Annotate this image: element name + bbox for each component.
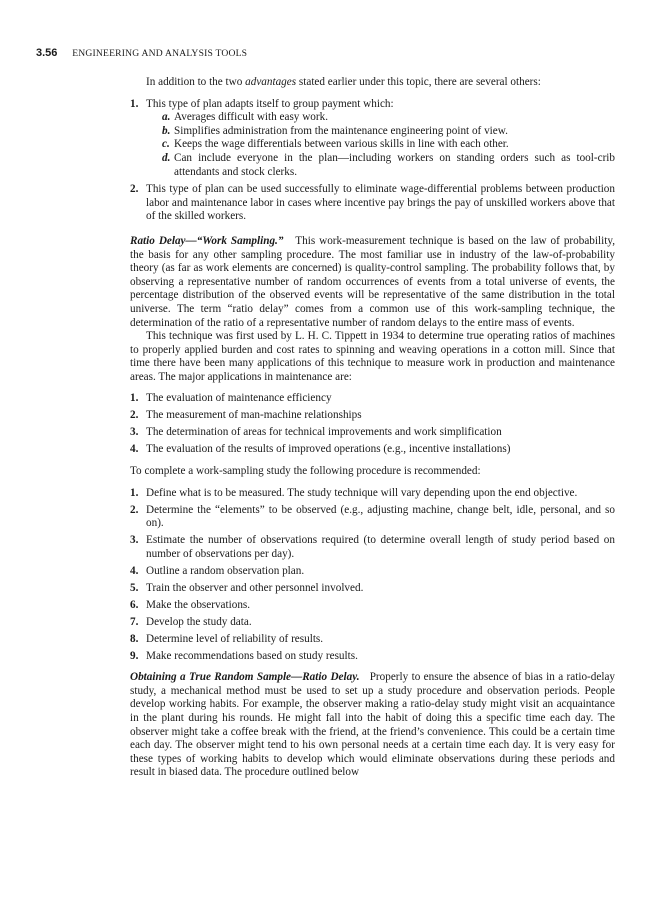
item-number: 5. <box>130 581 139 594</box>
item-number: 1. <box>130 97 139 110</box>
item-text: The determination of areas for technical improvements and work simplification <box>146 426 502 439</box>
item-text: Train the observer and other personnel involved. <box>146 581 364 594</box>
item-number: 1. <box>130 392 139 405</box>
list-item <box>130 534 615 561</box>
item-number: 3. <box>130 534 139 547</box>
intro-text-start: In addition to the two <box>146 76 246 88</box>
item-text: Determine the “elements” to be observed (e.g., adjusting machine, change belt, idle, personal, and so on). <box>146 503 615 530</box>
sub-list <box>146 111 615 179</box>
procedure-list <box>130 487 615 664</box>
random-sample-paragraph <box>130 671 615 780</box>
list-item <box>130 599 615 613</box>
item-text: This type of plan can be used successfully to eliminate wage-differential problems between production labor and maintenance labor in cases where incentive pay brings the pay of unskilled workers above that of the skilled workers. <box>146 183 615 223</box>
sub-list-item <box>146 138 615 152</box>
sub-item-text: Simplifies administration from the maintenance engineering point of view. <box>174 124 508 137</box>
item-text: The measurement of man-machine relationships <box>146 409 362 422</box>
list-item <box>130 504 615 531</box>
sub-item-text: Averages difficult with easy work. <box>174 111 328 124</box>
list-item <box>130 616 615 630</box>
sub-item-letter: c. <box>162 138 170 151</box>
item-text: Estimate the number of observations required (to determine overall length of study period based on number of observations per day). <box>146 534 615 560</box>
procedure-intro: To complete a work-sampling study the following procedure is recommended: <box>130 465 481 478</box>
item-text: Define what is to be measured. The study technique will vary depending upon the end objective. <box>146 486 578 499</box>
page-number: 3.56 <box>36 47 58 59</box>
list-item <box>130 183 615 224</box>
list-item <box>130 582 615 596</box>
sub-item-letter: b. <box>162 124 171 137</box>
page-body <box>130 76 615 780</box>
item-number: 8. <box>130 632 139 645</box>
item-text: Make the observations. <box>146 598 251 611</box>
page-header <box>36 47 247 61</box>
intro-paragraph <box>130 76 615 90</box>
paragraph-text: Properly to ensure the absence of bias in a ratio-delay study, a mechanical method must be used to set up a study procedure and observation periods. People develop working habits. For example, the observer making a ratio-delay study might visit an acquaintance in the plant during his rounds. He might fall into the habit of doing this a specific time each day. The observer might take a coffee break with the friend, at the friend’s convenience. This could be a certain time each day. The observer might tend to his own personal needs at a certain time each day. It is very easy for these types of working habits to develop which would eliminate observations during these periods and result in biased data. The procedure outlined below <box>130 671 616 779</box>
paragraph-text: This work-measurement technique is based on the law of probability, the basis for any other sampling procedure. The most familiar use in industry of the law-of-probability theory (as far as work elements are concerned) is quality-control sampling. The probability follows that, by observing a representative number of random occurrences of events from a total universe of events, the percentage distribution of the observed events will be representative of the same distribution in the total universe. The term “ratio delay” comes from a common use of this work-sampling technique, the determination of the ratio of a representative number of random delays to the entire mass of events. <box>130 234 615 329</box>
item-number: 7. <box>130 615 139 628</box>
sub-item-letter: a. <box>162 111 171 124</box>
list-item <box>130 98 615 180</box>
intro-text-end: stated earlier under this topic, there are several others: <box>296 76 541 88</box>
list-item <box>130 392 615 406</box>
applications-list <box>130 392 615 457</box>
sub-item-text: Can include everyone in the plan—including workers on standing orders such as tool-crib attendants and stock clerks. <box>174 151 615 178</box>
sub-list-item <box>146 111 615 125</box>
item-number: 1. <box>130 486 139 499</box>
item-text: This type of plan adapts itself to group payment which: <box>146 97 394 110</box>
running-head: ENGINEERING AND ANALYSIS TOOLS <box>72 48 248 59</box>
item-text: Make recommendations based on study results. <box>146 649 358 662</box>
item-text: The evaluation of maintenance efficiency <box>146 392 332 405</box>
item-number: 9. <box>130 649 139 662</box>
list-item <box>130 487 615 501</box>
item-number: 4. <box>130 564 139 577</box>
sub-list-item <box>146 125 615 139</box>
ratio-delay-paragraph <box>130 235 615 330</box>
item-number: 4. <box>130 443 139 456</box>
list-item <box>130 426 615 440</box>
list-item <box>130 565 615 579</box>
list-item <box>130 650 615 664</box>
tippett-paragraph: This technique was first used by L. H. C. Tippett in 1934 to determine true operating ratios of machines to properly applied burden and cost rates to spinning and weaving operations in a cotton mill. Since that time there have been many applications of this technique to measure work in production and maintenance areas. The major applications in maintenance are: <box>130 330 615 383</box>
item-text: Determine level of reliability of results. <box>146 632 324 645</box>
item-number: 2. <box>130 503 139 516</box>
sub-item-text: Keeps the wage differentials between various skills in line with each other. <box>174 138 509 151</box>
sub-list-item <box>146 152 615 179</box>
list-item <box>130 633 615 647</box>
list-item <box>130 443 615 457</box>
intro-emphasis: advantages <box>245 76 297 88</box>
item-text: The evaluation of the results of improved operations (e.g., incentive installations) <box>146 443 511 456</box>
item-number: 2. <box>130 409 139 422</box>
item-number: 6. <box>130 598 139 611</box>
item-number: 2. <box>130 183 139 196</box>
section-heading: Ratio Delay—“Work Sampling.” <box>130 234 284 247</box>
advantages-list <box>130 98 615 224</box>
section-heading: Obtaining a True Random Sample—Ratio Delay. <box>130 671 360 684</box>
item-text: Develop the study data. <box>146 615 252 628</box>
list-item <box>130 409 615 423</box>
item-number: 3. <box>130 426 139 439</box>
sub-item-letter: d. <box>162 151 171 164</box>
item-text: Outline a random observation plan. <box>146 564 305 577</box>
